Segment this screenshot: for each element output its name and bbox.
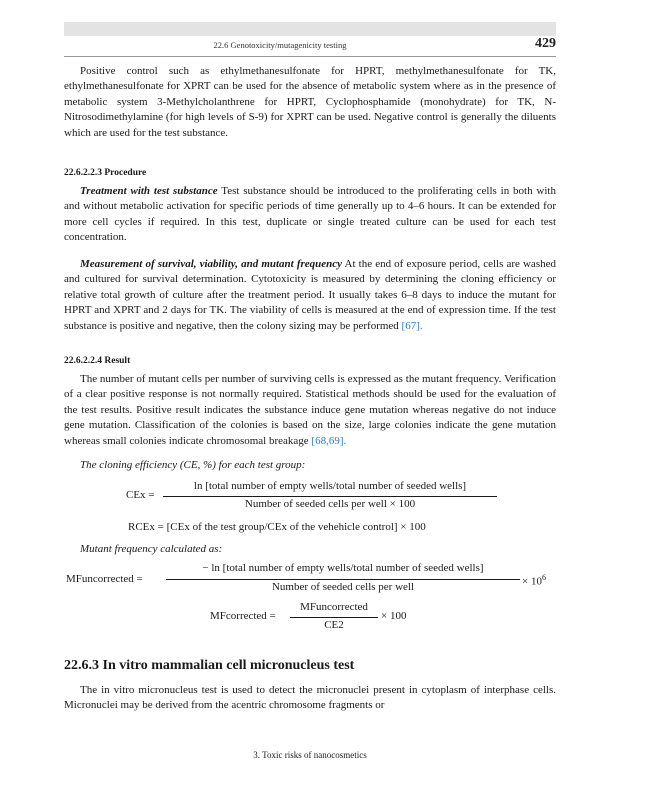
paragraph-treatment bbox=[64, 184, 556, 246]
result-text: The number of mutant cells per number of surviving cells is expressed as the mutant frequency. Verification of a clear positive response is not normally required. Statistical methods should be used for the evaluation of the test results. Positive result indicates the substance induce gene mutation whereas negative do not induce gene mutation. Classification of the colonies is based on the size, large colonies indicate the gene mutation whereas small colonies indicate chromosomal breakage bbox=[64, 373, 556, 447]
citation-68-69[interactable]: [68,69]. bbox=[311, 434, 347, 447]
section-title-micronucleus: 22.6.3 In vitro mammalian cell micronucleus test bbox=[64, 658, 355, 673]
measurement-run-head: Measurement of survival, viability, and mutant frequency bbox=[80, 258, 343, 270]
mfu-fraction-bar bbox=[166, 579, 520, 580]
paragraph-positive-control: Positive control such as ethylmethanesulfonate for HPRT, methylmethanesulfonate for TK, ethylmethanesulfonate for XPRT can be used for the absence of metabolic system where as in the presence of metabolic system 3-Methylcholanthrene for HPRT, Cyclophosphamide (monohydrate) for TK, N-Nitrosodimethylamine (for high levels of S-9) for XPRT can be used. Negative control is generally the diluents which are used for the test substance. bbox=[64, 65, 556, 139]
cex-denominator: Number of seeded cells per well × 100 bbox=[244, 498, 416, 510]
cex-numerator: ln [total number of empty wells/total number of seeded wells] bbox=[193, 480, 467, 492]
mfu-multiplier bbox=[522, 573, 546, 588]
mfc-times: × 100 bbox=[381, 610, 407, 622]
mfu-numerator: − ln [total number of empty wells/total number of seeded wells] bbox=[202, 562, 484, 574]
mfu-times: × 10 bbox=[522, 575, 542, 588]
mfc-lhs: MFcorrected = bbox=[210, 610, 276, 622]
rcex-equation: RCEx = [CEx of the test group/CEx of the vehehicle control] × 100 bbox=[128, 521, 426, 533]
mfc-numerator: MFuncorrected bbox=[300, 601, 368, 613]
running-head: 22.6 Genotoxicity/mutagenicity testing bbox=[213, 40, 347, 50]
treatment-text: Test substance should be introduced to the proliferating cells in both with and without metabolic activation for specific periods of time generally up to 4–6 hours. It can be extended for more cell cycles if required. In this test, duplicate or single treated culture can be used for each test concentration. bbox=[64, 185, 556, 244]
mfc-denominator: CE2 bbox=[324, 619, 344, 631]
caption-cloning-efficiency: The cloning efficiency (CE, %) for each test group: bbox=[80, 459, 306, 471]
paragraph-measurement bbox=[64, 257, 556, 334]
treatment-run-head: Treatment with test substance bbox=[80, 185, 218, 197]
procedure-heading: 22.6.2.2.3 Procedure bbox=[64, 168, 147, 178]
footer: 3. Toxic risks of nanocosmetics bbox=[253, 750, 367, 760]
mfu-denominator: Number of seeded cells per well bbox=[271, 581, 415, 593]
citation-67[interactable]: [67]. bbox=[401, 319, 423, 332]
mfc-fraction-bar bbox=[290, 617, 378, 618]
page-number: 429 bbox=[535, 36, 556, 51]
measurement-text: At the end of exposure period, cells are washed and cultured for survival determination. Cytotoxicity is measured by determining the cloning efficiency or relative total growth of culture after the treatment period. It usually takes 6–8 days to induce the mutant for HPRT and XPRT and 2 days for TK. The viability of cells is measured at the end of expression time. If the test substance is positive and negative, then the colony sizing may be performed bbox=[64, 258, 556, 332]
header-bar bbox=[64, 22, 556, 36]
mfu-lhs: MFuncorrected = bbox=[66, 573, 143, 585]
paragraph-micronucleus: The in vitro micronucleus test is used to detect the micronuclei present in cytoplasm of interphase cells. Micronuclei may be derived from the acentric chromosome fragments or bbox=[64, 684, 556, 712]
paragraph-result bbox=[64, 372, 556, 449]
caption-mutant-frequency: Mutant frequency calculated as: bbox=[80, 543, 223, 555]
header-rule bbox=[64, 56, 556, 57]
cex-lhs: CEx = bbox=[126, 489, 155, 501]
mfu-exponent: 6 bbox=[541, 573, 546, 582]
cex-fraction-bar bbox=[163, 496, 497, 497]
result-heading: 22.6.2.2.4 Result bbox=[64, 356, 131, 366]
